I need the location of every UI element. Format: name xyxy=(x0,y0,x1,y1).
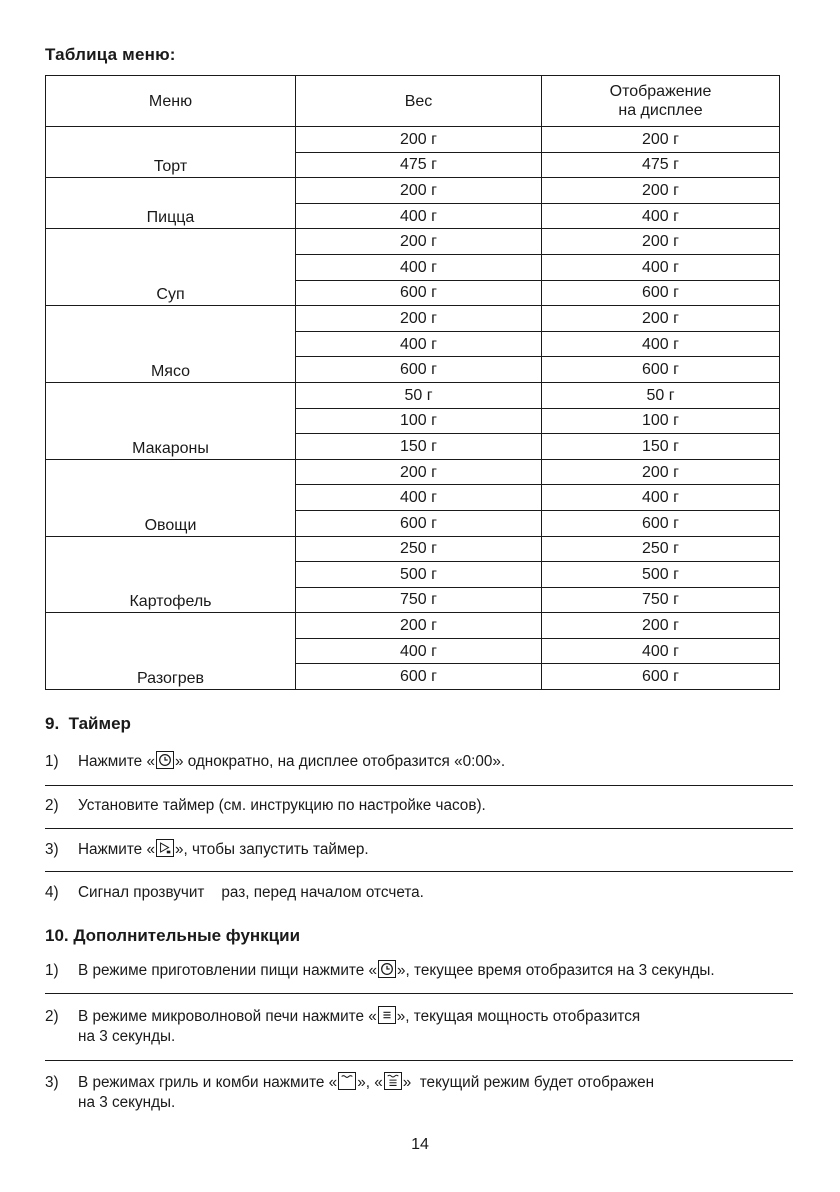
item-text-before: В режиме микроволновой печи нажмите « xyxy=(78,1008,377,1025)
display-cell: 400 г xyxy=(542,485,780,511)
menu-item-name: Торт xyxy=(46,127,296,178)
timer-item-2 xyxy=(45,796,795,816)
menu-item-name: Суп xyxy=(46,229,296,306)
display-cell: 600 г xyxy=(542,280,780,306)
item-text-after: » однократно, на дисплее отобразится «0:00». xyxy=(174,753,506,770)
item-text: Установите таймер (см. инструкцию по настройке часов). xyxy=(78,797,486,814)
weight-cell: 600 г xyxy=(296,280,542,306)
display-cell: 100 г xyxy=(542,408,780,434)
weight-cell: 50 г xyxy=(296,382,542,408)
item-text-line2: на 3 секунды. xyxy=(78,1094,176,1111)
display-cell: 750 г xyxy=(542,587,780,613)
power-icon xyxy=(378,1006,396,1024)
header-display: Отображение на дисплее xyxy=(542,76,780,127)
weight-cell: 500 г xyxy=(296,562,542,588)
divider xyxy=(45,785,793,786)
weight-cell: 600 г xyxy=(296,357,542,383)
item-text-before: В режимах гриль и комби нажмите « xyxy=(78,1074,338,1091)
item-text-before: Нажмите « xyxy=(78,841,155,858)
item-text-line2: на 3 секунды. xyxy=(78,1028,176,1045)
grill-icon xyxy=(338,1072,356,1090)
divider xyxy=(45,993,793,994)
display-cell: 600 г xyxy=(542,664,780,690)
display-cell: 200 г xyxy=(542,127,780,153)
combi-icon xyxy=(384,1072,402,1090)
menu-item-name: Овощи xyxy=(46,459,296,536)
weight-cell: 600 г xyxy=(296,510,542,536)
table-row xyxy=(46,127,780,153)
display-cell: 150 г xyxy=(542,434,780,460)
table-header-row xyxy=(46,76,780,127)
display-cell: 400 г xyxy=(542,638,780,664)
extra-section xyxy=(45,926,795,946)
table-row xyxy=(46,306,780,332)
item-number: 2) xyxy=(45,797,59,814)
weight-cell: 400 г xyxy=(296,254,542,280)
timer-item-1 xyxy=(45,752,795,772)
divider xyxy=(45,1060,793,1061)
display-cell: 600 г xyxy=(542,510,780,536)
weight-cell: 200 г xyxy=(296,229,542,255)
header-weight: Вес xyxy=(296,76,542,127)
weight-cell: 475 г xyxy=(296,152,542,178)
menu-item-name: Мясо xyxy=(46,306,296,383)
item-number: 4) xyxy=(45,884,59,901)
timer-section xyxy=(45,714,795,734)
extra-item-1 xyxy=(45,961,825,981)
item-number: 2) xyxy=(45,1008,59,1025)
item-number: 3) xyxy=(45,841,59,858)
table-row xyxy=(46,613,780,639)
timer-item-4 xyxy=(45,883,795,903)
display-cell: 200 г xyxy=(542,613,780,639)
weight-cell: 200 г xyxy=(296,613,542,639)
table-row xyxy=(46,178,780,204)
timer-item-3 xyxy=(45,840,795,860)
item-text-middle: », « xyxy=(357,1074,383,1091)
timer-title: 9. Таймер xyxy=(45,714,131,733)
display-cell: 600 г xyxy=(542,357,780,383)
weight-cell: 400 г xyxy=(296,331,542,357)
item-number: 1) xyxy=(45,962,59,979)
weight-cell: 400 г xyxy=(296,203,542,229)
table-body xyxy=(46,127,780,690)
table-row xyxy=(46,459,780,485)
item-text-before: В режиме приготовлении пищи нажмите « xyxy=(78,962,377,979)
display-cell: 400 г xyxy=(542,331,780,357)
clock-icon xyxy=(156,751,174,769)
extra-item-3 xyxy=(45,1073,795,1113)
extra-title: 10. Дополнительные функции xyxy=(45,926,301,945)
item-text-before: Нажмите « xyxy=(78,753,155,770)
table-title: Таблица меню: xyxy=(45,45,176,64)
display-cell: 200 г xyxy=(542,229,780,255)
item-text-after: », текущая мощность отобразится xyxy=(396,1008,641,1025)
weight-cell: 200 г xyxy=(296,306,542,332)
table-row xyxy=(46,536,780,562)
item-text-after: », текущее время отобразится на 3 секунды. xyxy=(397,962,715,979)
weight-cell: 100 г xyxy=(296,408,542,434)
clock-icon xyxy=(378,960,396,978)
weight-cell: 750 г xyxy=(296,587,542,613)
weight-cell: 200 г xyxy=(296,459,542,485)
weight-cell: 600 г xyxy=(296,664,542,690)
item-number: 3) xyxy=(45,1074,59,1091)
table-row xyxy=(46,229,780,255)
weight-cell: 200 г xyxy=(296,127,542,153)
item-text: Сигнал прозвучит раз, перед началом отсчета. xyxy=(78,884,424,901)
display-cell: 200 г xyxy=(542,306,780,332)
display-cell: 475 г xyxy=(542,152,780,178)
display-cell: 400 г xyxy=(542,203,780,229)
item-text-after: » текущий режим будет отображен xyxy=(402,1074,655,1091)
divider xyxy=(45,871,793,872)
display-cell: 200 г xyxy=(542,459,780,485)
item-text-after: », чтобы запустить таймер. xyxy=(174,841,369,858)
display-cell: 50 г xyxy=(542,382,780,408)
table-row xyxy=(46,382,780,408)
menu-item-name: Пицца xyxy=(46,178,296,229)
weight-cell: 250 г xyxy=(296,536,542,562)
start-icon xyxy=(156,839,174,857)
item-number: 1) xyxy=(45,753,59,770)
display-cell: 400 г xyxy=(542,254,780,280)
display-cell: 250 г xyxy=(542,536,780,562)
page-number: 14 xyxy=(411,1136,429,1153)
menu-item-name: Разогрев xyxy=(46,613,296,690)
menu-item-name: Картофель xyxy=(46,536,296,613)
weight-cell: 150 г xyxy=(296,434,542,460)
weight-cell: 200 г xyxy=(296,178,542,204)
divider xyxy=(45,828,793,829)
header-menu: Меню xyxy=(46,76,296,127)
display-cell: 500 г xyxy=(542,562,780,588)
display-cell: 200 г xyxy=(542,178,780,204)
extra-item-2 xyxy=(45,1007,795,1047)
menu-item-name: Макароны xyxy=(46,382,296,459)
weight-cell: 400 г xyxy=(296,485,542,511)
menu-table xyxy=(45,75,780,690)
weight-cell: 400 г xyxy=(296,638,542,664)
